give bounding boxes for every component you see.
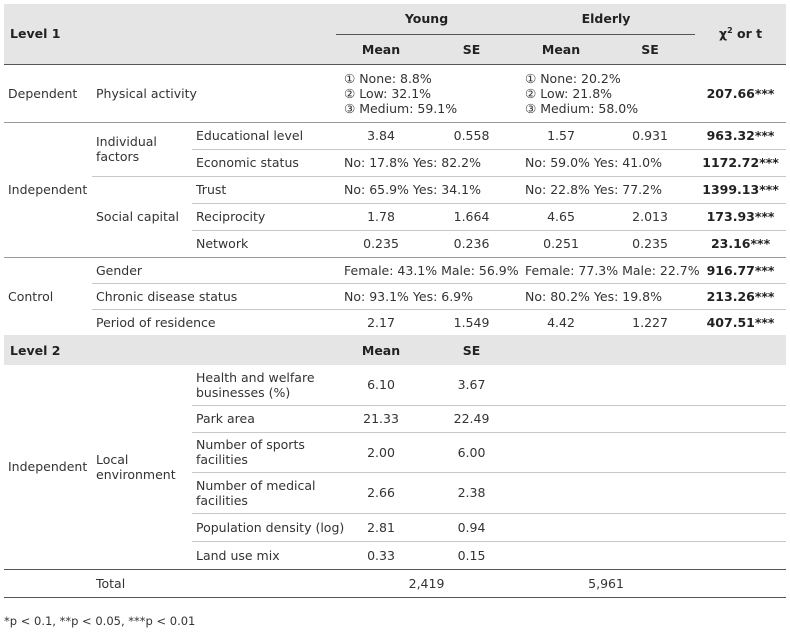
value-cell: 0.236 xyxy=(453,236,490,251)
chi-suffix: or t xyxy=(732,26,763,42)
stat-cell: 173.93*** xyxy=(706,209,775,224)
young-line-1: ① None: 8.8% xyxy=(344,70,432,86)
group-social: Social capital xyxy=(96,209,180,224)
value-cell: 0.15 xyxy=(457,547,486,563)
young-line-2: ② Low: 32.1% xyxy=(344,85,432,101)
value-cell: 1.664 xyxy=(453,209,490,224)
value-cell: 0.235 xyxy=(632,236,668,251)
value-cell: 22.49 xyxy=(453,411,490,426)
text-cell: Female: 77.3% Male: 22.7% xyxy=(525,262,700,278)
header-row-1 xyxy=(4,4,786,34)
var-cell: Health and welfare businesses (%) xyxy=(196,369,315,400)
level1-label: Level 1 xyxy=(10,26,61,42)
var-cell: Trust xyxy=(196,182,227,197)
value-cell: 2.66 xyxy=(367,485,395,500)
level2-label: Level 2 xyxy=(10,342,61,358)
stat-cell: 1399.13*** xyxy=(702,182,779,197)
elderly-line-2: ② Low: 21.8% xyxy=(525,85,613,101)
elderly-se-header: SE xyxy=(641,41,659,57)
dependent-var: Physical activity xyxy=(96,85,197,101)
value-cell: 2.17 xyxy=(367,314,395,330)
chi-superscript: 2 xyxy=(727,26,733,36)
dependent-elderly xyxy=(517,64,695,122)
value-cell: 2.013 xyxy=(632,209,668,224)
chi-header xyxy=(695,4,786,64)
stat-cell: 963.32*** xyxy=(706,128,775,143)
var-cell: Reciprocity xyxy=(196,209,266,224)
row-trust xyxy=(4,176,786,203)
var-cell: Educational level xyxy=(196,128,304,143)
value-cell: 4.42 xyxy=(547,314,575,330)
control-label: Control xyxy=(8,288,54,304)
value-cell: 0.235 xyxy=(363,236,399,251)
young-se-header: SE xyxy=(462,41,481,57)
statistics-table xyxy=(4,4,786,598)
value-cell: 0.558 xyxy=(453,128,490,143)
text-cell: No: 93.1% Yes: 6.9% xyxy=(344,288,474,304)
independent-label: Independent xyxy=(8,182,88,197)
var-cell: Land use mix xyxy=(196,547,280,563)
value-cell: 2.81 xyxy=(367,519,395,535)
stat-cell: 213.26*** xyxy=(706,288,775,304)
var-cell: Chronic disease status xyxy=(96,288,238,304)
var-cell: Network xyxy=(196,236,249,251)
dependent-young xyxy=(336,64,517,122)
text-cell: No: 22.8% Yes: 77.2% xyxy=(525,182,662,197)
young-line-3: ③ Medium: 59.1% xyxy=(344,100,458,116)
value-cell: 0.931 xyxy=(632,128,668,143)
dependent-stat: 207.66*** xyxy=(706,85,775,101)
level2-mean-header: Mean xyxy=(361,342,401,358)
row-period-residence xyxy=(4,309,786,335)
row-gender xyxy=(4,257,786,283)
stat-cell: 1172.72*** xyxy=(702,155,779,170)
total-label: Total xyxy=(96,575,126,591)
elderly-mean-header: Mean xyxy=(541,41,581,57)
var-cell: Population density (log) xyxy=(196,519,345,535)
total-row xyxy=(4,569,786,597)
text-cell: Female: 43.1% Male: 56.9% xyxy=(344,262,519,278)
var-cell: Gender xyxy=(96,262,143,278)
chi-symbol: χ xyxy=(719,26,728,42)
stat-cell: 407.51*** xyxy=(706,314,775,330)
var-cell: Number of sports facilities xyxy=(196,437,305,467)
value-cell: 1.227 xyxy=(632,314,668,330)
var-cell: Period of residence xyxy=(96,314,216,330)
row-chronic-disease xyxy=(4,283,786,309)
group-individual: Individual factors xyxy=(96,134,157,164)
value-cell: 0.94 xyxy=(457,519,486,535)
value-cell: 2.00 xyxy=(367,444,395,460)
value-cell: 1.78 xyxy=(367,209,395,224)
value-cell: 0.251 xyxy=(543,236,579,251)
value-cell: 4.65 xyxy=(547,209,575,224)
young-header: Young xyxy=(336,4,517,34)
group-local-environment: Local environment xyxy=(96,451,176,482)
total-young: 2,419 xyxy=(408,575,445,591)
text-cell: No: 65.9% Yes: 34.1% xyxy=(344,182,481,197)
footnote: *p < 0.1, **p < 0.05, ***p < 0.01 xyxy=(4,614,196,628)
value-cell: 2.38 xyxy=(457,485,486,500)
elderly-header: Elderly xyxy=(517,4,695,34)
value-cell: 1.57 xyxy=(547,128,575,143)
value-cell: 6.10 xyxy=(367,377,395,393)
text-cell: No: 80.2% Yes: 19.8% xyxy=(525,288,662,304)
text-cell: No: 17.8% Yes: 82.2% xyxy=(344,155,481,170)
row-educational-level xyxy=(4,122,786,149)
value-cell: 3.84 xyxy=(367,128,395,143)
elderly-line-3: ③ Medium: 58.0% xyxy=(525,100,639,116)
dependent-row xyxy=(4,64,786,122)
stat-cell: 916.77*** xyxy=(706,262,775,278)
value-cell: 0.33 xyxy=(367,547,395,563)
var-cell: Park area xyxy=(196,411,255,426)
row-health-welfare xyxy=(4,365,786,405)
value-cell: 1.549 xyxy=(453,314,490,330)
total-elderly: 5,961 xyxy=(588,575,624,591)
elderly-line-1: ① None: 20.2% xyxy=(525,70,621,86)
dependent-label: Dependent xyxy=(8,85,78,101)
level2-header-row xyxy=(4,335,786,365)
level2-se-header: SE xyxy=(462,342,481,358)
value-cell: 21.33 xyxy=(363,411,399,426)
var-cell: Economic status xyxy=(196,155,299,170)
value-cell: 3.67 xyxy=(457,377,486,393)
young-mean-header: Mean xyxy=(361,41,401,57)
level2-independent-label: Independent xyxy=(8,459,88,475)
stat-cell: 23.16*** xyxy=(710,236,771,251)
text-cell: No: 59.0% Yes: 41.0% xyxy=(525,155,662,170)
var-cell: Number of medical facilities xyxy=(196,477,316,508)
value-cell: 6.00 xyxy=(457,444,486,460)
